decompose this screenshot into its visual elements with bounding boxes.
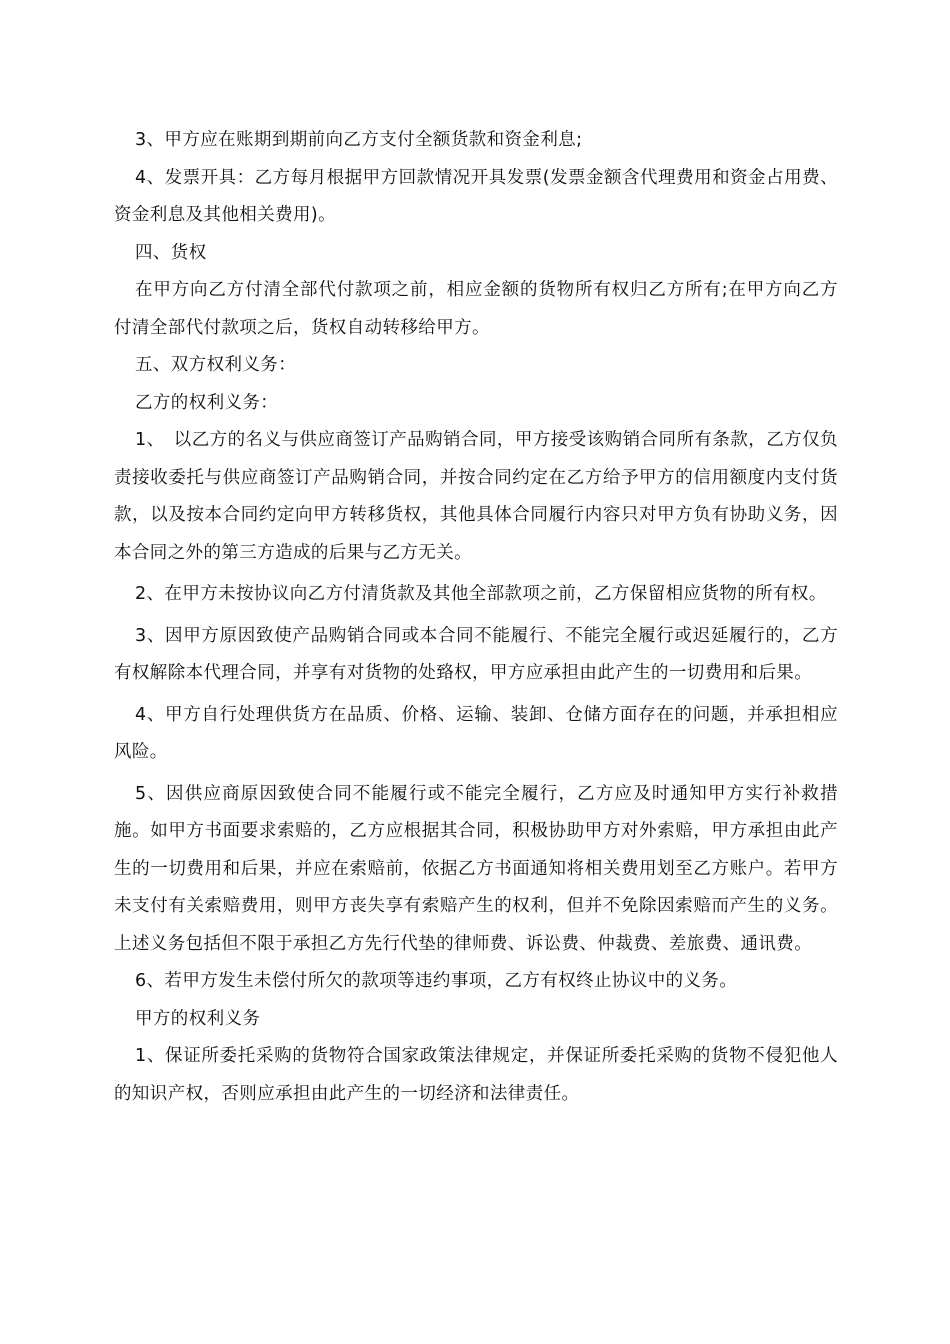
paragraph-party-a-1: 1、保证所委托采购的货物符合国家政策法律规定，并保证所委托采购的货物不侵犯他人的知识产权，否则应承担由此产生的一切经济和法律责任。 <box>114 1046 838 1104</box>
paragraph-party-b-4: 4、甲方自行处理供货方在品质、价格、运输、装卸、仓储方面存在的问题，并承担相应风险。 <box>114 704 838 762</box>
paragraph-party-b-1: 1、 以乙方的名义与供应商签订产品购销合同，甲方接受该购销合同所有条款，乙方仅负责接收委托与供应商签订产品购销合同，并按合同约定在乙方给予甲方的信用额度内支付货款，以及按本合同约定向甲方转移货权，其他具体合同履行内容只对甲方负有协助义务，因本合同之外的第三方造成的后果与乙方无关。 <box>114 430 838 563</box>
section-heading-rights-obligations: 五、双方权利义务： <box>135 355 297 375</box>
paragraph-payment-interest: 3、甲方应在账期到期前向乙方支付全额货款和资金利息; <box>135 130 583 150</box>
subheading-party-b-rights: 乙方的权利义务： <box>135 392 279 413</box>
paragraph-ownership: 在甲方向乙方付清全部代付款项之前，相应金额的货物所有权归乙方所有;在甲方向乙方付清全部代付款项之后，货权自动转移给甲方。 <box>114 280 838 338</box>
paragraph-party-b-5: 5、因供应商原因致使合同不能履行或不能完全履行，乙方应及时通知甲方实行补救措施。如甲方书面要求索赔的，乙方应根据其合同，积极协助甲方对外索赔，甲方承担由此产生的一切费用和后果，并应在索赔前，依据乙方书面通知将相关费用划至乙方账户。若甲方未支付有关索赔费用，则甲方丧失享有索赔产生的权利，但并不免除因索赔而产生的义务。上述义务包括但不限于承担乙方先行代垫的律师费、诉讼费、仲裁费、差旅费、通讯费。 <box>114 783 838 954</box>
section-heading-ownership: 四、货权 <box>135 242 207 263</box>
paragraph-party-b-6: 6、若甲方发生未偿付所欠的款项等违约事项，乙方有权终止协议中的义务。 <box>135 971 738 991</box>
paragraph-invoice: 4、发票开具：乙方每月根据甲方回款情况开具发票(发票金额含代理费用和资金占用费、资金利息及其他相关费用)。 <box>114 167 838 225</box>
paragraph-party-b-2: 2、在甲方未按协议向乙方付清货款及其他全部款项之前，乙方保留相应货物的所有权。 <box>135 584 827 604</box>
subheading-party-a-rights: 甲方的权利义务 <box>135 1008 261 1029</box>
paragraph-party-b-3: 3、因甲方原因致使产品购销合同或本合同不能履行、不能完全履行或迟延履行的，乙方有权解除本代理合同，并享有对货物的处臵权，甲方应承担由此产生的一切费用和后果。 <box>114 625 838 683</box>
document-body <box>114 122 838 1113</box>
